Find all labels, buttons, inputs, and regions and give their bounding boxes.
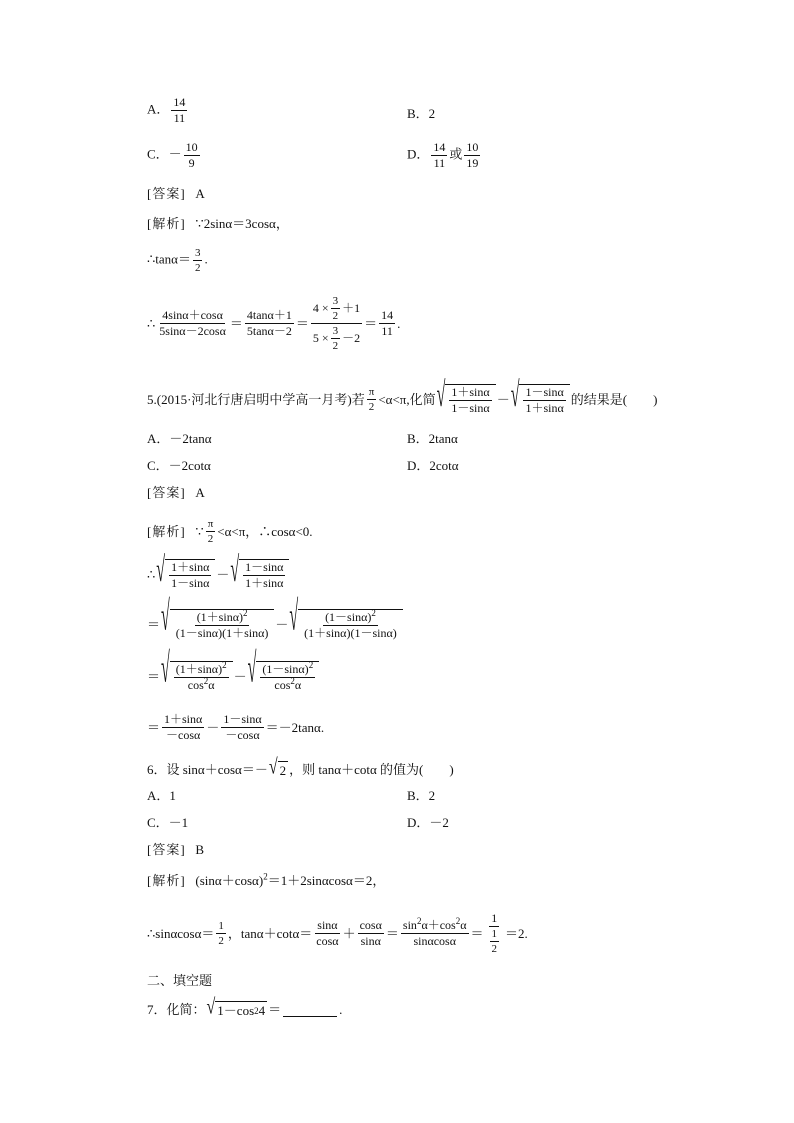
q6-option-a: A．1: [147, 788, 176, 803]
q5-stem: 5.(2015·河北行唐启明中学高一月考)若 $\frac{\pi}{2}$ <α<π,化简 √ $\frac{1+\sin\alpha}{1-\sin\alpha}$ － √ $\frac{1-\sin\alpha}{1+\sin\alpha}$ 的结果是( ): [147, 377, 658, 415]
answer-blank[interactable]: [283, 1004, 337, 1017]
q6-option-d: D．－2: [407, 815, 449, 830]
section-title: 二、填空题: [147, 973, 213, 988]
q6-option-b: B．2: [407, 788, 436, 803]
q4-answer: [答案] A: [147, 186, 205, 201]
q6-answer: [答案] B: [147, 842, 205, 857]
q5-answer: [答案] A: [147, 485, 205, 500]
q6-option-c: C．－1: [147, 815, 189, 830]
q4-analysis-step2: ∴tanα＝ $\frac{3}{2}$ .: [147, 247, 208, 274]
q7-stem: 7．化简： √ 1－cos 2 4 ＝ .: [147, 996, 343, 1020]
q4-option-a: A． $\frac{14}{11}$: [147, 95, 186, 125]
q5-option-b: B．2tanα: [407, 431, 458, 446]
q4-option-c: C．－ $\frac{10}{9}$: [147, 140, 198, 170]
q4-analysis-step3: ∴ $\frac{4\sin\alpha+\cos\alpha}{5\sin\alpha-2\cos\alpha}$ ＝ $\frac{4\tan\alpha+1}{5\tan\alpha-2}$ ＝ 4 × $\frac{3}{2}$ ＋1 5 × $\frac{3}{2}$ －2 ＝ $\frac{14}{11}$ .: [147, 295, 401, 352]
q4-option-b: B．2: [407, 106, 436, 121]
q5-analysis-step3: ＝ √ $\frac{(1+\sin\alpha)^2}{(1-\sin\alpha)(1+\sin\alpha)}$ － √ $\frac{(1-\sin\alpha)^2}{(1+\sin\alpha)(1-\sin\alpha)}$: [147, 609, 404, 640]
q4-option-d: D． $\frac{14}{11}$ 或 $\frac{10}{19}$: [407, 140, 479, 170]
q4-analysis-step1: [解析] ∵2sinα＝3cosα，: [147, 216, 289, 231]
q5-analysis-step5: ＝ $\frac{1+\sin\alpha}{-\cos\alpha}$ － $\frac{1-\sin\alpha}{-\cos\alpha}$ ＝－2tanα.: [147, 712, 325, 742]
q5-option-d: D．2cotα: [407, 458, 459, 473]
q6-analysis-step1: [解析] $(\sin\alpha+\cos\alpha)^2=1+2\sin\alpha\cos\alpha=2$，: [147, 871, 386, 888]
q5-option-a: A．－2tanα: [147, 431, 212, 446]
q6-stem: 6．设 sinα＋cosα＝－ √ 2 ，则 tanα＋cotα 的值为( ): [147, 756, 454, 780]
q6-analysis-step2: ∴sinαcosα＝ $\frac{1}{2}$ ，tanα＋cotα＝ $\frac{\sin\alpha}{\cos\alpha}$ ＋ $\frac{\cos\alpha}{\sin\alpha}$ ＝ $\frac{\sin^2\alpha+\cos^2\alpha}{\sin\alpha\cos\alpha}$ ＝ $\frac{1}{\frac{1}{2}}$ ＝2.: [147, 911, 528, 955]
q5-analysis-step1: [解析] ∵ $\frac{\pi}{2}$ <α<π，∴cosα<0.: [147, 518, 313, 545]
q5-analysis-step2: ∴ √ $\frac{1+\sin\alpha}{1-\sin\alpha}$ － √ $\frac{1-\sin\alpha}{1+\sin\alpha}$: [147, 559, 290, 590]
q5-analysis-step4: ＝ √ $\frac{(1+\sin\alpha)^2}{\cos^2\alpha}$ － √ $\frac{(1-\sin\alpha)^2}{\cos^2\alpha}$: [147, 661, 320, 692]
q5-option-c: C．－2cotα: [147, 458, 211, 473]
